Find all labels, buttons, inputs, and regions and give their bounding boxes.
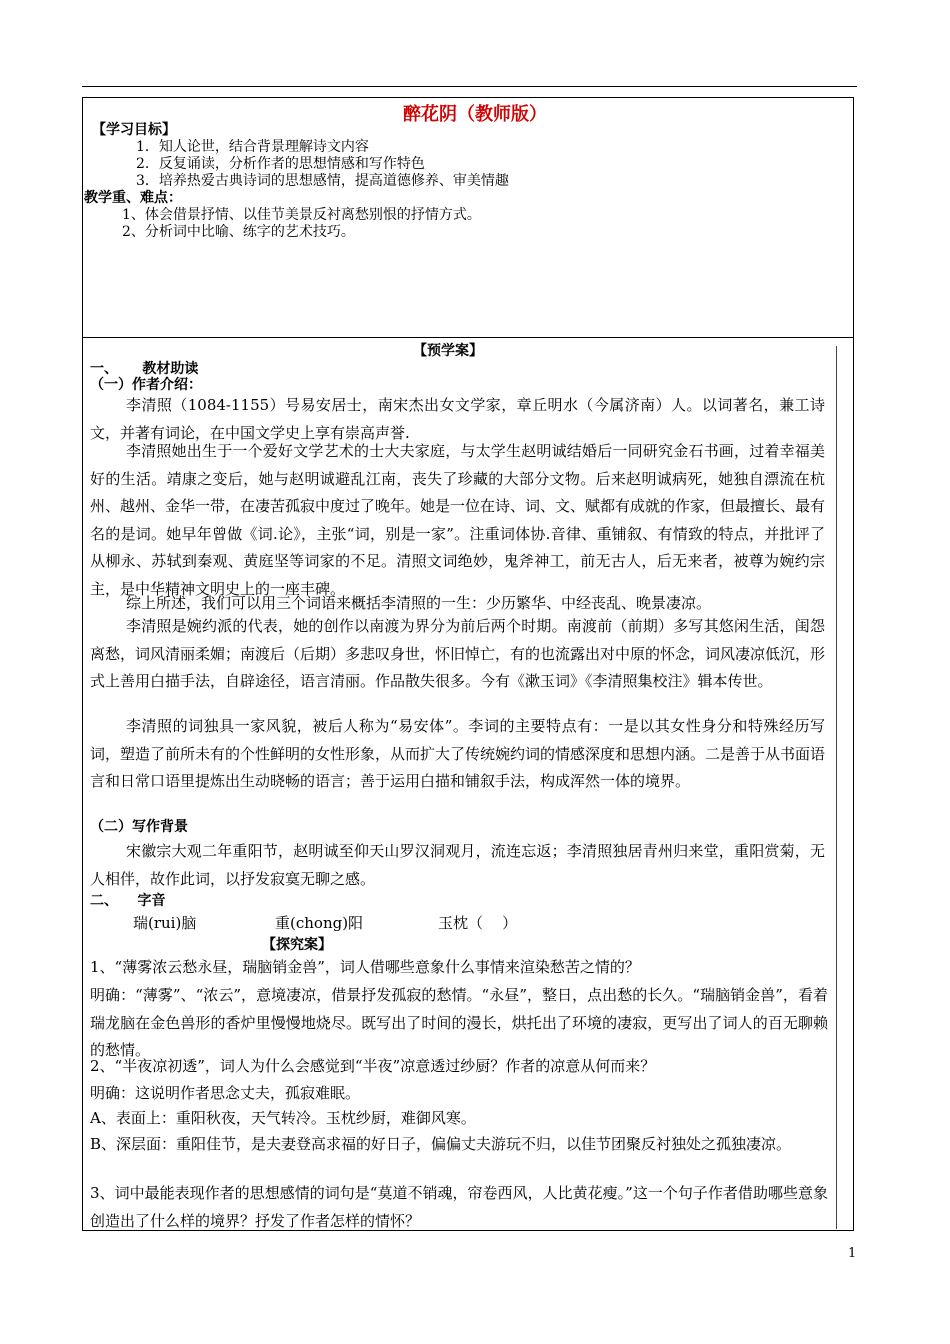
background-heading: （二）写作背景 bbox=[90, 819, 188, 835]
pronunciation-item: 重(chong)阳 bbox=[275, 914, 364, 932]
author-para-4: 李清照是婉约派的代表，她的创作以南渡为界分为前后两个时期。南渡前（前期）多写其悠闲生活，闺怨离愁，词风清丽柔媚；南渡后（后期）多悲叹身世，怀旧悼亡，有的也流露出对中原的怀念，词风凄凉低沉，形式上善用白描手法，自辟途径，语言清丽。作品散失很多。今有《漱玉词》《李清照集校注》辑本传世。 bbox=[90, 617, 826, 690]
goal-item: 1．知人论世，结合背景理解诗文内容 bbox=[136, 139, 369, 155]
answer-2-a: A、表面上：重阳秋夜，天气转冷。玉枕纱厨，难御风寒。 bbox=[90, 1109, 476, 1127]
key-points-heading: 教学重、难点： bbox=[84, 190, 182, 206]
preview-heading: 【预学案】 bbox=[413, 343, 483, 359]
author-para-3: 综上所述，我们可以用三个词语来概括李清照的一生：少历繁华、中经丧乱、晚景凄凉。 bbox=[126, 594, 712, 612]
background-para: 宋徽宗大观二年重阳节，赵明诚至仰天山罗汉洞观月，流连忘返；李清照独居青州归来堂，重阳赏菊，无人相伴，故作此词，以抒发寂寞无聊之感。 bbox=[90, 842, 825, 888]
explore-heading: 【探究案】 bbox=[262, 937, 332, 953]
goal-item: 3．培养热爱古典诗词的思想感情，提高道德修养、审美情趣 bbox=[136, 173, 509, 189]
author-para-5: 李清照的词独具一家风貌，被后人称为“易安体”。李词的主要特点有：一是以其女性身分和特殊经历写词，塑造了前所未有的个性鲜明的女性形象，从而扩大了传统婉约词的情感深度和思想内涵。二是善于从书面语言和日常口语里提炼出生动晓畅的语言；善于运用白描和铺叙手法，构成浑然一体的境界。 bbox=[90, 717, 826, 790]
author-intro-heading: （一）作者介绍： bbox=[90, 377, 202, 393]
section-heading-1: 一、 教材助读 bbox=[90, 361, 199, 377]
page-number: 1 bbox=[848, 1246, 857, 1261]
inner-divider bbox=[836, 346, 837, 1229]
pronunciation-item: 瑞(rui)脑 bbox=[133, 914, 197, 932]
answer-2: 明确：这说明作者思念丈夫，孤寂难眠。 bbox=[90, 1084, 361, 1102]
header-rule bbox=[82, 86, 857, 87]
section-heading-2: 二、 字音 bbox=[90, 893, 166, 909]
answer-1: 明确：“薄雾”、“浓云”，意境凄凉，借景抒发孤寂的愁情。“永昼”，整日，点出愁的长久。“瑞脑销金兽”，看着瑞龙脑在金色兽形的香炉里慢慢地烧尽。既写出了时间的漫长，烘托出了环境的凄寂，更写出了词人的百无聊赖的愁情。 bbox=[90, 986, 828, 1059]
question-3: 3、词中最能表现作者的思想感情的词句是“莫道不销魂，帘卷西风，人比黄花瘦。”这一个句子作者借助哪些意象创造出了什么样的境界？抒发了作者怎样的情怀？ bbox=[90, 1184, 828, 1230]
pronunciation-item: 玉枕（ ） bbox=[438, 914, 518, 932]
key-point-item: 1、体会借景抒情、以佳节美景反衬离愁别恨的抒情方式。 bbox=[122, 207, 481, 223]
answer-2-b: B、深层面：重阳佳节，是夫妻登高求福的好日子，偏偏丈夫游玩不归，以佳节团聚反衬独处之孤独凄凉。 bbox=[90, 1135, 792, 1153]
key-point-item: 2、分析词中比喻、练字的艺术技巧。 bbox=[122, 224, 355, 240]
author-para-2: 李清照她出生于一个爱好文学艺术的士大夫家庭，与太学生赵明诚结婚后一同研究金石书画，过着幸福美好的生活。靖康之变后，她与赵明诚避乱江南，丧失了珍藏的大部分文物。后来赵明诚病死，她独自漂流在杭州、越州、金华一带，在凄苦孤寂中度过了晚年。她是一位在诗、词、文、赋都有成就的作家，但最擅长、最有名的是词。她早年曾做《词.论》，主张“词，别是一家”。注重词体协.音律、重铺叙、有情致的特点，并批评了从柳永、苏轼到秦观、黄庭坚等词家的不足。清照文词绝妙，鬼斧神工，前无古人，后无来者，被尊为婉约宗主，是中华精神文明史上的一座丰碑。 bbox=[90, 442, 826, 598]
goal-item: 2．反复诵读，分析作者的思想情感和写作特色 bbox=[136, 156, 425, 172]
question-1: 1、“薄雾浓云愁永昼，瑞脑销金兽”，词人借哪些意象什么事情来渲染愁苦之情的？ bbox=[90, 958, 640, 976]
author-para-1: 李清照（1084-1155）号易安居士，南宋杰出女文学家，章丘明水（今属济南）人。以词著名，兼工诗文，并著有词论，在中国文学史上享有崇高声誉. bbox=[90, 396, 825, 442]
question-2: 2、“半夜凉初透”，词人为什么会感觉到“半夜”凉意透过纱厨？作者的凉意从何而来？ bbox=[90, 1057, 656, 1075]
page-title: 醉花阴（教师版） bbox=[403, 104, 547, 125]
goals-heading: 【学习目标】 bbox=[92, 122, 176, 138]
